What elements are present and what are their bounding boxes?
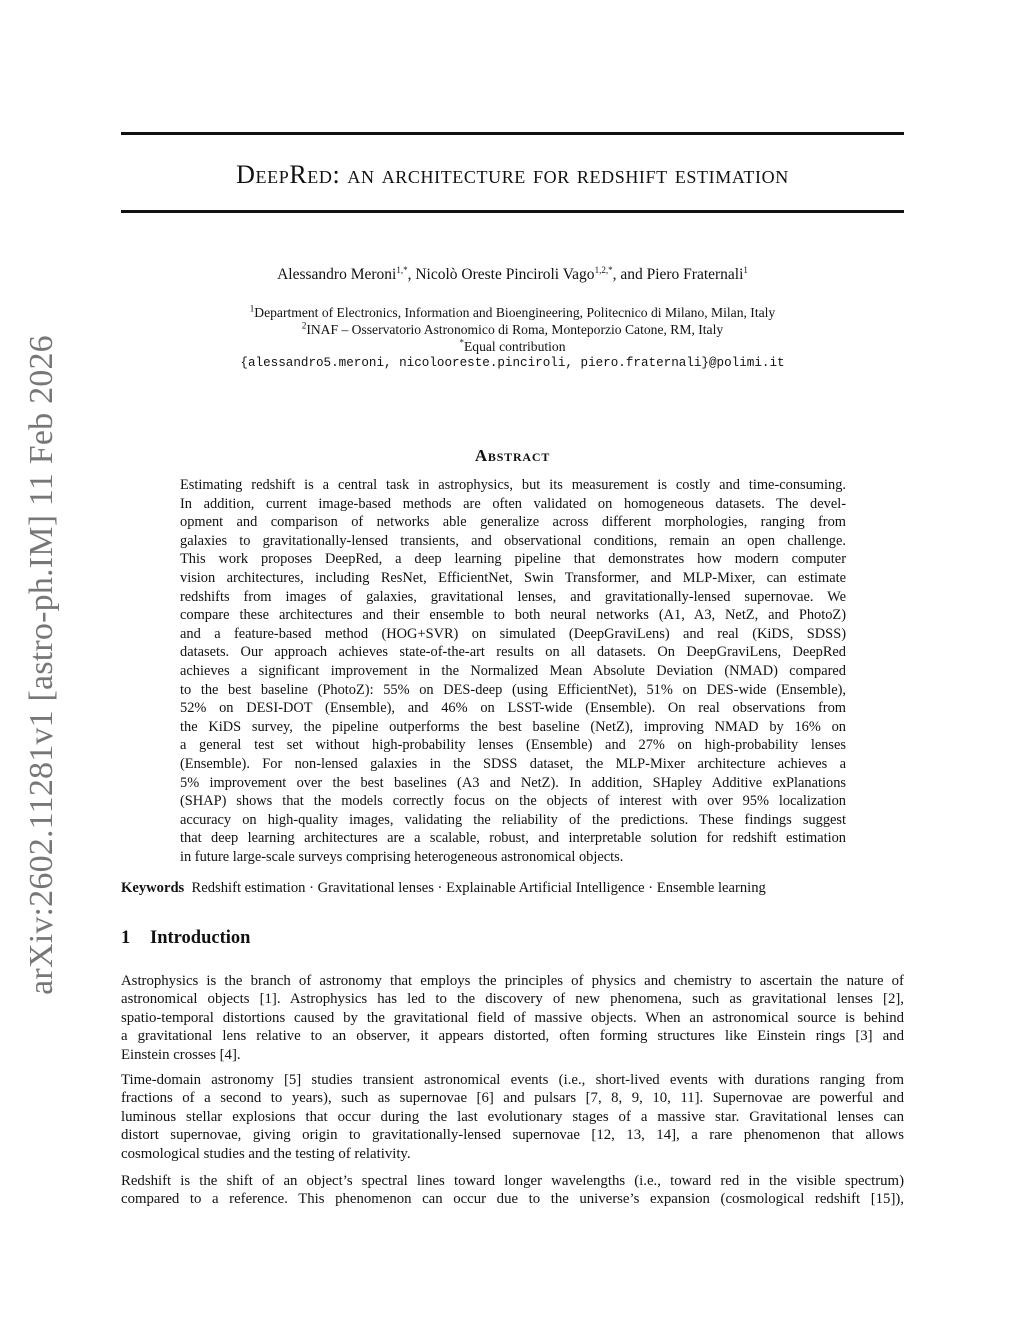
paragraph <box>121 1172 904 1209</box>
abstract-line: a general test set without high-probability lenses (Ensemble) and 27% on high-probability lenses <box>180 737 846 754</box>
author-name: Alessandro Meroni <box>277 266 397 283</box>
abstract-line: compare these architectures and their ensemble to both neural networks (A1, A3, NetZ, and PhotoZ) <box>180 607 846 624</box>
author-emails[interactable]: {alessandro5.meroni, nicolooreste.pinciroli, piero.fraternali}@polimi.it <box>240 356 785 370</box>
text-line: astronomical objects [1]. Astrophysics has led to the discovery of new phenomena, such as gravitational lenses [2], <box>121 991 904 1008</box>
keywords <box>121 880 766 897</box>
arxiv-identifier: arXiv:2602.11281v1 [astro-ph.IM] 11 Feb 2026 <box>23 335 60 995</box>
text-line: Time-domain astronomy [5] studies transient astronomical events (i.e., short-lived events with durations ranging from <box>121 1072 904 1088</box>
abstract-line: datasets. Our approach achieves state-of-the-art results on all datasets. On DeepGraviLens, DeepRed <box>180 644 846 661</box>
text-line: Redshift is the shift of an object’s spectral lines toward longer wavelengths (i.e., toward red in the visible spectrum) <box>121 1173 904 1189</box>
affiliation-2: $^2$INAF – Osservatorio Astronomico di Roma, Monteporzio Catone, RM, Italy <box>301 320 724 337</box>
author-name: , and Piero Fraternali <box>612 266 744 283</box>
abstract-line: galaxies to gravitationally-lensed transients, and observational conditions, remain an open challenge. <box>180 532 846 549</box>
abstract-line: and a feature-based method (HOG+SVR) on simulated (DeepGraviLens) and real (KiDS, SDSS) <box>180 625 846 642</box>
keywords-text: Redshift estimation · Gravitational lenses · Explainable Artificial Intelligence · Ensemble learning <box>191 880 766 896</box>
text-line: fractions of a second to years), such as supernovae [6] and pulsars [7, 8, 9, 10, 11]. Supernovae are powerful and <box>121 1090 904 1107</box>
text-line: Astrophysics is the branch of astronomy that employs the principles of physics and chemistry to ascertain the nature of <box>121 973 904 989</box>
text-line: a gravitational lens relative to an observer, it appears distorted, often forming structures like Einstein rings [3] and <box>121 1028 904 1045</box>
paragraph <box>121 1071 904 1163</box>
section-title: Introduction <box>150 928 251 948</box>
abstract-line: vision architectures, including ResNet, EfficientNet, Swin Transformer, and MLP-Mixer, can estimate <box>180 569 846 586</box>
paper-title: DeepRed: an architecture for redshift estimation <box>236 160 789 189</box>
text-line: luminous stellar explosions that occur during the last evolutionary stages of a massive star. Gravitational lenses can <box>121 1108 904 1125</box>
abstract-line: in future large-scale surveys comprising heterogeneous astronomical objects. <box>180 848 624 865</box>
author-name: , Nicolò Oreste Pinciroli Vago <box>407 266 595 283</box>
abstract-line: to the best baseline (PhotoZ): 55% on DES-deep (using EfficientNet), 51% on DES-wide (Ensemble), <box>180 681 846 698</box>
paragraph <box>121 972 904 1064</box>
text-line: spatio-temporal distortions caused by the gravitational field of massive objects. When an astronomical source is behind <box>121 1009 904 1026</box>
abstract-line: the KiDS survey, the pipeline outperforms the best baseline (NetZ), improving NMAD by 16% on <box>180 718 846 735</box>
equal-contribution-note: *Equal contribution <box>459 337 566 354</box>
author-superscript: 1 <box>743 264 748 275</box>
abstract-line: 52% on DESI-DOT (Ensemble), and 46% on LSST-wide (Ensemble). On real observations from <box>180 700 846 717</box>
title-rule-top <box>121 132 904 135</box>
text-line: Einstein crosses [4]. <box>121 1046 241 1063</box>
text-line: compared to a reference. This phenomenon can occur due to the universe’s expansion (cosmological redshift [15]), <box>121 1191 904 1208</box>
author-superscript: 1,2,* <box>594 264 613 275</box>
abstract-line: (Ensemble). For non-lensed galaxies in the SDSS dataset, the MLP-Mixer architecture achieves a <box>180 755 846 772</box>
section-number: 1 <box>121 928 131 948</box>
abstract-body <box>180 476 846 866</box>
abstract-line: redshifts from images of galaxies, gravitational lenses, and gravitationally-lensed supernovae. We <box>180 588 846 605</box>
title-rule-bottom <box>121 210 904 213</box>
abstract-line: Estimating redshift is a central task in astrophysics, but its measurement is costly and time-consuming. <box>180 477 846 493</box>
section-heading <box>121 928 250 949</box>
author-superscript: 1,* <box>396 264 408 275</box>
affiliation-1: $^1$Department of Electronics, Information and Bioengineering, Politecnico di Milano, Milan, Italy <box>249 303 776 320</box>
affiliations <box>121 304 904 372</box>
abstract-line: This work proposes DeepRed, a deep learning pipeline that demonstrates how modern computer <box>180 551 846 568</box>
author-list <box>121 266 904 284</box>
text-line: distort supernovae, giving origin to gravitationally-lensed supernovae [12, 13, 14], a rare phenomenon that allows <box>121 1127 904 1144</box>
text-line: cosmological studies and the testing of relativity. <box>121 1145 411 1162</box>
abstract-line: 5% improvement over the best baselines (A3 and NetZ). In addition, SHapley Additive exPlanations <box>180 774 846 791</box>
abstract-line: opment and comparison of networks able generalize across different morphologies, ranging from <box>180 514 846 531</box>
abstract-line: that deep learning architectures are a scalable, robust, and interpretable solution for redshift estimation <box>180 830 846 847</box>
abstract-heading: Abstract <box>474 446 551 465</box>
abstract-line: In addition, current image-based methods are often validated on homogeneous datasets. The devel- <box>180 495 846 512</box>
keywords-label: Keywords <box>121 880 185 896</box>
abstract-line: (SHAP) shows that the models correctly focus on the objects of interest with over 95% localization <box>180 793 846 810</box>
abstract-line: achieves a significant improvement in the Normalized Mean Absolute Deviation (NMAD) compared <box>180 662 846 679</box>
abstract-line: accuracy on high-quality images, validating the reliability of the predictions. These findings suggest <box>180 811 846 828</box>
